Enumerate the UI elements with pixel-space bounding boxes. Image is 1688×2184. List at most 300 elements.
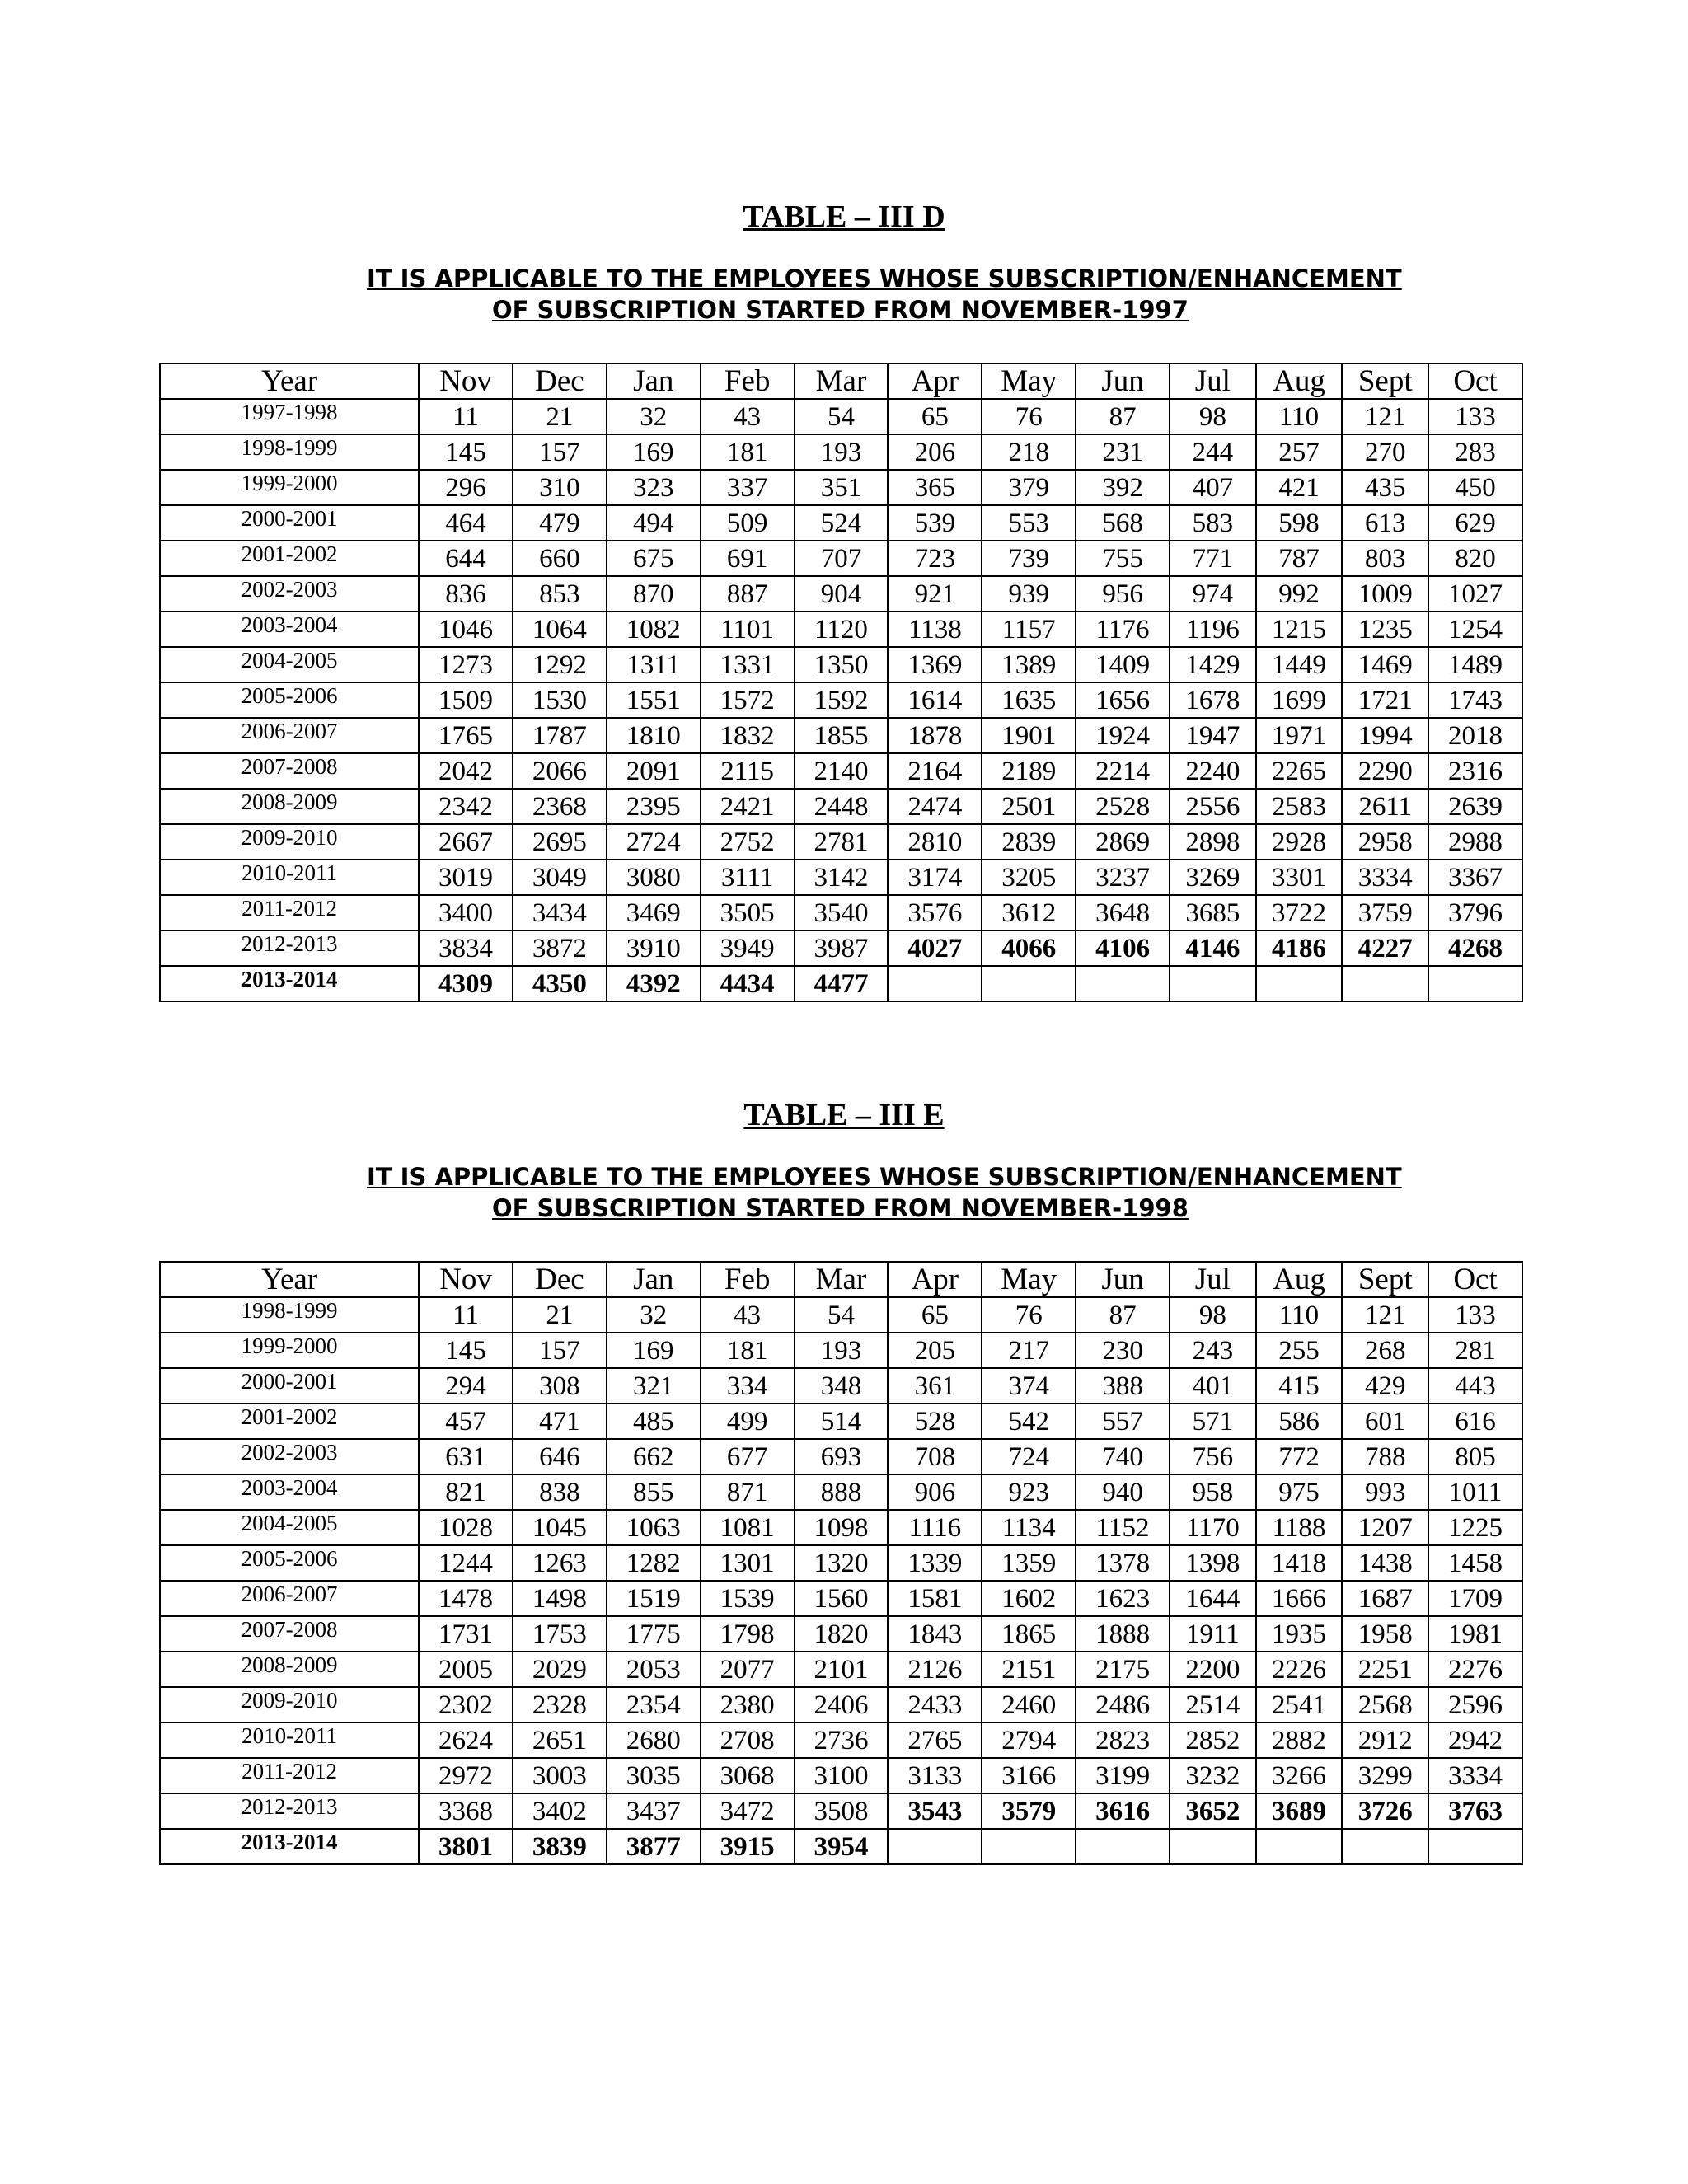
value-cell: 2752	[701, 824, 795, 860]
data-table	[159, 1261, 1523, 1865]
value-cell: 435	[1342, 470, 1428, 505]
value-cell: 1855	[795, 718, 889, 753]
value-cell: 3472	[701, 1793, 795, 1829]
value-cell: 1832	[701, 718, 795, 753]
column-header-month: May	[982, 363, 1076, 399]
value-cell: 450	[1428, 470, 1522, 505]
value-cell: 1116	[888, 1510, 982, 1545]
value-cell: 3402	[513, 1793, 607, 1829]
value-cell: 415	[1256, 1368, 1343, 1404]
value-cell: 230	[1076, 1333, 1170, 1368]
header-row	[160, 363, 1522, 399]
value-cell: 2852	[1170, 1722, 1256, 1758]
value-cell: 3872	[513, 930, 607, 966]
column-header-month: Feb	[701, 363, 795, 399]
year-cell: 2009-2010	[160, 824, 419, 860]
value-cell: 2126	[888, 1652, 982, 1687]
value-cell: 294	[419, 1368, 513, 1404]
value-cell: 257	[1256, 434, 1343, 470]
column-header-month: Apr	[888, 363, 982, 399]
value-cell: 270	[1342, 434, 1428, 470]
value-cell: 244	[1170, 434, 1256, 470]
value-cell: 3726	[1342, 1793, 1428, 1829]
table-row	[160, 505, 1522, 541]
year-cell: 2013-2014	[160, 966, 419, 1001]
year-cell: 2002-2003	[160, 1439, 419, 1474]
value-cell: 586	[1256, 1404, 1343, 1439]
value-cell: 660	[513, 541, 607, 576]
value-cell	[1428, 1829, 1522, 1864]
value-cell: 514	[795, 1404, 889, 1439]
year-cell: 2011-2012	[160, 1758, 419, 1793]
value-cell: 3685	[1170, 895, 1256, 930]
value-cell: 1196	[1170, 612, 1256, 647]
value-cell: 1301	[701, 1545, 795, 1581]
value-cell: 296	[419, 470, 513, 505]
value-cell: 3111	[701, 860, 795, 895]
year-cell: 2007-2008	[160, 753, 419, 789]
year-cell: 2010-2011	[160, 860, 419, 895]
table-row	[160, 1687, 1522, 1722]
value-cell: 1731	[419, 1616, 513, 1652]
value-cell: 2869	[1076, 824, 1170, 860]
column-header-year: Year	[160, 1262, 419, 1297]
value-cell: 1753	[513, 1616, 607, 1652]
column-header-month: Jun	[1076, 1262, 1170, 1297]
value-cell: 2514	[1170, 1687, 1256, 1722]
value-cell: 2942	[1428, 1722, 1522, 1758]
value-cell: 1765	[419, 718, 513, 753]
column-header-year: Year	[160, 363, 419, 399]
value-cell: 1138	[888, 612, 982, 647]
value-cell: 3003	[513, 1758, 607, 1793]
value-cell: 568	[1076, 505, 1170, 541]
value-cell: 4027	[888, 930, 982, 966]
table-row	[160, 966, 1522, 1001]
value-cell: 169	[607, 434, 701, 470]
value-cell: 631	[419, 1439, 513, 1474]
value-cell: 169	[607, 1333, 701, 1368]
value-cell: 1666	[1256, 1581, 1343, 1616]
value-cell: 3801	[419, 1829, 513, 1864]
value-cell: 2972	[419, 1758, 513, 1793]
value-cell	[1342, 966, 1428, 1001]
value-cell: 4477	[795, 966, 889, 1001]
value-cell: 3543	[888, 1793, 982, 1829]
value-cell: 805	[1428, 1439, 1522, 1474]
value-cell: 1292	[513, 647, 607, 682]
table-row	[160, 860, 1522, 895]
value-cell: 838	[513, 1474, 607, 1510]
value-cell: 87	[1076, 1297, 1170, 1333]
year-cell: 2005-2006	[160, 1545, 419, 1581]
year-cell: 2004-2005	[160, 647, 419, 682]
value-cell: 4309	[419, 966, 513, 1001]
value-cell: 1775	[607, 1616, 701, 1652]
value-cell: 3508	[795, 1793, 889, 1829]
value-cell: 958	[1170, 1474, 1256, 1510]
value-cell: 464	[419, 505, 513, 541]
value-cell	[1076, 1829, 1170, 1864]
value-cell: 1901	[982, 718, 1076, 753]
value-cell: 3437	[607, 1793, 701, 1829]
table-row	[160, 930, 1522, 966]
value-cell: 755	[1076, 541, 1170, 576]
value-cell: 157	[513, 434, 607, 470]
value-cell: 571	[1170, 1404, 1256, 1439]
value-cell: 2140	[795, 753, 889, 789]
value-cell: 1509	[419, 682, 513, 718]
column-header-month: Jan	[607, 1262, 701, 1297]
value-cell: 1530	[513, 682, 607, 718]
table-row	[160, 895, 1522, 930]
value-cell: 2101	[795, 1652, 889, 1687]
value-cell: 1028	[419, 1510, 513, 1545]
table-row	[160, 1404, 1522, 1439]
table-row	[160, 1368, 1522, 1404]
value-cell: 2639	[1428, 789, 1522, 824]
value-cell: 3763	[1428, 1793, 1522, 1829]
value-cell: 43	[701, 399, 795, 434]
value-cell: 3035	[607, 1758, 701, 1793]
value-cell: 11	[419, 399, 513, 434]
value-cell: 2501	[982, 789, 1076, 824]
value-cell: 923	[982, 1474, 1076, 1510]
value-cell: 1263	[513, 1545, 607, 1581]
value-cell: 940	[1076, 1474, 1170, 1510]
value-cell: 1709	[1428, 1581, 1522, 1616]
value-cell: 3334	[1342, 860, 1428, 895]
table-row	[160, 541, 1522, 576]
value-cell: 1602	[982, 1581, 1076, 1616]
column-header-month: Nov	[419, 1262, 513, 1297]
value-cell: 1687	[1342, 1581, 1428, 1616]
table-subtitle-line2: OF SUBSCRIPTION STARTED FROM NOVEMBER-1997	[492, 296, 1189, 324]
value-cell: 756	[1170, 1439, 1256, 1474]
value-cell: 499	[701, 1404, 795, 1439]
value-cell: 2596	[1428, 1687, 1522, 1722]
value-cell: 2695	[513, 824, 607, 860]
value-cell	[888, 1829, 982, 1864]
value-cell: 509	[701, 505, 795, 541]
table-iii-e-section	[0, 1096, 1688, 1862]
value-cell: 1331	[701, 647, 795, 682]
value-cell: 3237	[1076, 860, 1170, 895]
value-cell: 1389	[982, 647, 1076, 682]
value-cell: 1438	[1342, 1545, 1428, 1581]
value-cell: 2066	[513, 753, 607, 789]
value-cell: 32	[607, 399, 701, 434]
value-cell: 2189	[982, 753, 1076, 789]
value-cell: 3949	[701, 930, 795, 966]
year-cell: 2002-2003	[160, 576, 419, 612]
value-cell: 2624	[419, 1722, 513, 1758]
value-cell: 1971	[1256, 718, 1343, 753]
value-cell: 3616	[1076, 1793, 1170, 1829]
value-cell: 3166	[982, 1758, 1076, 1793]
value-cell: 675	[607, 541, 701, 576]
value-cell: 2680	[607, 1722, 701, 1758]
value-cell	[1342, 1829, 1428, 1864]
value-cell: 321	[607, 1368, 701, 1404]
value-cell: 1320	[795, 1545, 889, 1581]
value-cell: 724	[982, 1439, 1076, 1474]
value-cell: 334	[701, 1368, 795, 1404]
value-cell: 1843	[888, 1616, 982, 1652]
value-cell: 855	[607, 1474, 701, 1510]
column-header-month: Sept	[1342, 1262, 1428, 1297]
value-cell: 65	[888, 399, 982, 434]
value-cell: 1865	[982, 1616, 1076, 1652]
value-cell: 2251	[1342, 1652, 1428, 1687]
value-cell: 1947	[1170, 718, 1256, 753]
value-cell: 2912	[1342, 1722, 1428, 1758]
value-cell: 3689	[1256, 1793, 1343, 1829]
value-cell: 11	[419, 1297, 513, 1333]
value-cell: 2265	[1256, 753, 1343, 789]
table-row	[160, 718, 1522, 753]
value-cell: 2810	[888, 824, 982, 860]
value-cell: 1011	[1428, 1474, 1522, 1510]
value-cell: 3068	[701, 1758, 795, 1793]
value-cell: 206	[888, 434, 982, 470]
value-cell: 4268	[1428, 930, 1522, 966]
table-row	[160, 1793, 1522, 1829]
value-cell: 4434	[701, 966, 795, 1001]
value-cell: 739	[982, 541, 1076, 576]
value-cell: 145	[419, 434, 513, 470]
value-cell: 1924	[1076, 718, 1170, 753]
year-cell: 1998-1999	[160, 1297, 419, 1333]
value-cell: 1254	[1428, 612, 1522, 647]
value-cell: 975	[1256, 1474, 1343, 1510]
value-cell: 1743	[1428, 682, 1522, 718]
column-header-month: Nov	[419, 363, 513, 399]
value-cell: 1721	[1342, 682, 1428, 718]
year-cell: 2011-2012	[160, 895, 419, 930]
value-cell: 1644	[1170, 1581, 1256, 1616]
value-cell: 1592	[795, 682, 889, 718]
table-row	[160, 1474, 1522, 1510]
table-row	[160, 1545, 1522, 1581]
value-cell: 3080	[607, 860, 701, 895]
value-cell: 1207	[1342, 1510, 1428, 1545]
value-cell: 993	[1342, 1474, 1428, 1510]
value-cell: 2406	[795, 1687, 889, 1722]
table-row	[160, 647, 1522, 682]
table-subtitle-line1: IT IS APPLICABLE TO THE EMPLOYEES WHOSE SUBSCRIPTION/ENHANCEMENT	[367, 265, 1402, 293]
value-cell: 2823	[1076, 1722, 1170, 1758]
value-cell: 4106	[1076, 930, 1170, 966]
year-cell: 2012-2013	[160, 1793, 419, 1829]
column-header-month: Jul	[1170, 1262, 1256, 1297]
value-cell: 3368	[419, 1793, 513, 1829]
value-cell: 1009	[1342, 576, 1428, 612]
column-header-month: Jan	[607, 363, 701, 399]
value-cell: 629	[1428, 505, 1522, 541]
value-cell: 992	[1256, 576, 1343, 612]
value-cell: 1614	[888, 682, 982, 718]
table-row	[160, 1616, 1522, 1652]
value-cell: 3133	[888, 1758, 982, 1793]
value-cell: 479	[513, 505, 607, 541]
value-cell: 1678	[1170, 682, 1256, 718]
value-cell: 1458	[1428, 1545, 1522, 1581]
year-cell: 2003-2004	[160, 612, 419, 647]
value-cell: 1045	[513, 1510, 607, 1545]
year-cell: 1997-1998	[160, 399, 419, 434]
year-cell: 2008-2009	[160, 789, 419, 824]
value-cell: 2395	[607, 789, 701, 824]
value-cell: 1170	[1170, 1510, 1256, 1545]
value-cell: 1027	[1428, 576, 1522, 612]
value-cell: 407	[1170, 470, 1256, 505]
value-cell: 3579	[982, 1793, 1076, 1829]
value-cell: 3334	[1428, 1758, 1522, 1793]
value-cell: 308	[513, 1368, 607, 1404]
value-cell: 853	[513, 576, 607, 612]
value-cell: 2724	[607, 824, 701, 860]
value-cell: 1120	[795, 612, 889, 647]
value-cell: 361	[888, 1368, 982, 1404]
value-cell: 2115	[701, 753, 795, 789]
table-row	[160, 789, 1522, 824]
value-cell: 788	[1342, 1439, 1428, 1474]
value-cell: 181	[701, 1333, 795, 1368]
value-cell: 2354	[607, 1687, 701, 1722]
year-cell: 2000-2001	[160, 1368, 419, 1404]
value-cell: 1409	[1076, 647, 1170, 682]
value-cell: 2611	[1342, 789, 1428, 824]
value-cell: 771	[1170, 541, 1256, 576]
value-cell: 4146	[1170, 930, 1256, 966]
value-cell: 388	[1076, 1368, 1170, 1404]
value-cell: 281	[1428, 1333, 1522, 1368]
value-cell: 3142	[795, 860, 889, 895]
value-cell	[1256, 966, 1343, 1001]
value-cell: 2583	[1256, 789, 1343, 824]
value-cell: 3576	[888, 895, 982, 930]
value-cell: 583	[1170, 505, 1256, 541]
value-cell: 348	[795, 1368, 889, 1404]
value-cell: 820	[1428, 541, 1522, 576]
value-cell: 691	[701, 541, 795, 576]
value-cell: 2175	[1076, 1652, 1170, 1687]
value-cell: 2164	[888, 753, 982, 789]
header-row	[160, 1262, 1522, 1297]
value-cell: 1273	[419, 647, 513, 682]
table-row	[160, 576, 1522, 612]
value-cell: 1311	[607, 647, 701, 682]
value-cell: 1539	[701, 1581, 795, 1616]
value-cell: 723	[888, 541, 982, 576]
value-cell: 1134	[982, 1510, 1076, 1545]
value-cell	[982, 966, 1076, 1001]
value-cell: 870	[607, 576, 701, 612]
value-cell: 351	[795, 470, 889, 505]
value-cell: 644	[419, 541, 513, 576]
value-cell: 3540	[795, 895, 889, 930]
table-row	[160, 1297, 1522, 1333]
value-cell: 3049	[513, 860, 607, 895]
value-cell: 145	[419, 1333, 513, 1368]
value-cell: 1359	[982, 1545, 1076, 1581]
column-header-month: Dec	[513, 363, 607, 399]
table-title: TABLE – III E	[743, 1098, 945, 1132]
value-cell: 2005	[419, 1652, 513, 1687]
value-cell: 3266	[1256, 1758, 1343, 1793]
value-cell: 3400	[419, 895, 513, 930]
value-cell: 2316	[1428, 753, 1522, 789]
year-cell: 2001-2002	[160, 541, 419, 576]
value-cell: 43	[701, 1297, 795, 1333]
value-cell: 2958	[1342, 824, 1428, 860]
value-cell: 471	[513, 1404, 607, 1439]
value-cell: 1935	[1256, 1616, 1343, 1652]
value-cell: 693	[795, 1439, 889, 1474]
value-cell: 1101	[701, 612, 795, 647]
value-cell: 1225	[1428, 1510, 1522, 1545]
value-cell: 1581	[888, 1581, 982, 1616]
value-cell: 98	[1170, 399, 1256, 434]
value-cell: 2765	[888, 1722, 982, 1758]
column-header-month: Sept	[1342, 363, 1428, 399]
table-row	[160, 1333, 1522, 1368]
value-cell: 772	[1256, 1439, 1343, 1474]
value-cell: 3269	[1170, 860, 1256, 895]
value-cell: 4227	[1342, 930, 1428, 966]
value-cell: 601	[1342, 1404, 1428, 1439]
value-cell: 1572	[701, 682, 795, 718]
value-cell: 231	[1076, 434, 1170, 470]
value-cell: 1398	[1170, 1545, 1256, 1581]
value-cell: 3100	[795, 1758, 889, 1793]
year-cell: 1999-2000	[160, 1333, 419, 1368]
value-cell: 3174	[888, 860, 982, 895]
value-cell: 1798	[701, 1616, 795, 1652]
value-cell: 1699	[1256, 682, 1343, 718]
year-cell: 2012-2013	[160, 930, 419, 966]
year-cell: 2003-2004	[160, 1474, 419, 1510]
year-cell: 1999-2000	[160, 470, 419, 505]
value-cell: 1981	[1428, 1616, 1522, 1652]
value-cell: 3205	[982, 860, 1076, 895]
value-cell: 2053	[607, 1652, 701, 1687]
value-cell: 707	[795, 541, 889, 576]
value-cell: 443	[1428, 1368, 1522, 1404]
value-cell: 740	[1076, 1439, 1170, 1474]
value-cell: 21	[513, 399, 607, 434]
value-cell	[1256, 1829, 1343, 1864]
value-cell: 3877	[607, 1829, 701, 1864]
table-row	[160, 1581, 1522, 1616]
value-cell: 255	[1256, 1333, 1343, 1368]
value-cell: 65	[888, 1297, 982, 1333]
value-cell: 524	[795, 505, 889, 541]
value-cell: 4066	[982, 930, 1076, 966]
value-cell: 2368	[513, 789, 607, 824]
value-cell	[1170, 966, 1256, 1001]
value-cell: 310	[513, 470, 607, 505]
column-header-month: Oct	[1428, 363, 1522, 399]
value-cell: 974	[1170, 576, 1256, 612]
value-cell: 2839	[982, 824, 1076, 860]
value-cell: 2290	[1342, 753, 1428, 789]
value-cell: 598	[1256, 505, 1343, 541]
value-cell: 193	[795, 434, 889, 470]
value-cell: 217	[982, 1333, 1076, 1368]
value-cell: 553	[982, 505, 1076, 541]
